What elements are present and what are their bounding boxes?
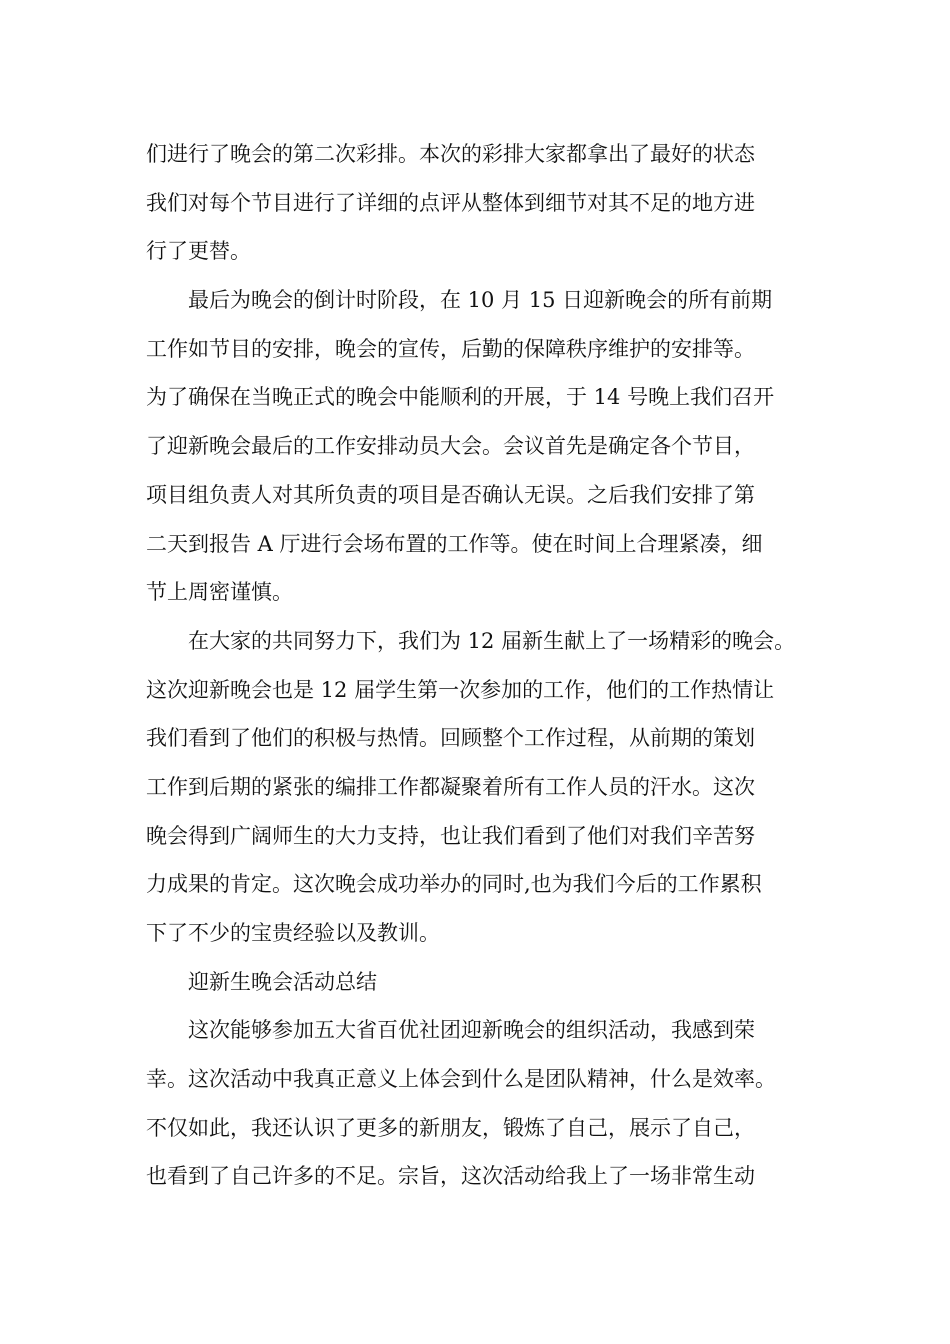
text-line: 这次能够参加五大省百优社团迎新晚会的组织活动，我感到荣	[188, 1018, 755, 1043]
text-line: 在大家的共同努力下，我们为 12 届新生献上了一场精彩的晚会。	[188, 628, 796, 653]
text-line: 幸。这次活动中我真正意义上体会到什么是团队精神，什么是效率。	[146, 1067, 776, 1092]
text-line: 节上周密谨慎。	[146, 580, 293, 605]
text-line: 力成果的肯定。这次晚会成功举办的同时,也为我们今后的工作累积	[146, 872, 762, 897]
text-line: 行了更替。	[146, 239, 251, 264]
text-line: 二天到报告 A 厅进行会场布置的工作等。使在时间上合理紧凑，细	[146, 531, 763, 556]
text-line: 我们看到了他们的积极与热情。回顾整个工作过程，从前期的策划	[146, 726, 755, 751]
text-line: 晚会得到广阔师生的大力支持，也让我们看到了他们对我们辛苦努	[146, 823, 755, 848]
text-line: 工作到后期的紧张的编排工作都凝聚着所有工作人员的汗水。这次	[146, 774, 755, 799]
text-line: 下了不少的宝贵经验以及教训。	[146, 921, 440, 945]
text-line: 为了确保在当晚正式的晚会中能顺利的开展，于 14 号晚上我们召开	[146, 385, 775, 410]
text-line: 我们对每个节目进行了详细的点评从整体到细节对其不足的地方进	[146, 190, 755, 215]
text-line: 不仅如此，我还认识了更多的新朋友，锻炼了自己，展示了自己，	[146, 1115, 755, 1140]
text-line: 了迎新晚会最后的工作安排动员大会。会议首先是确定各个节目，	[146, 434, 755, 459]
text-line: 也看到了自己许多的不足。宗旨，这次活动给我上了一场非常生动	[146, 1164, 755, 1189]
section-heading: 迎新生晚会活动总结	[188, 969, 377, 994]
text-line: 项目组负责人对其所负责的项目是否确认无误。之后我们安排了第	[146, 482, 755, 507]
text-line: 这次迎新晚会也是 12 届学生第一次参加的工作，他们的工作热情让	[146, 677, 775, 702]
body-text	[146, 130, 836, 1201]
text-line: 最后为晚会的倒计时阶段，在 10 月 15 日迎新晚会的所有前期	[188, 288, 773, 313]
text-line: 工作如节目的安排，晚会的宣传，后勤的保障秩序维护的安排等。	[146, 336, 755, 361]
text-line: 们进行了晚会的第二次彩排。本次的彩排大家都拿出了最好的状态	[146, 142, 755, 166]
